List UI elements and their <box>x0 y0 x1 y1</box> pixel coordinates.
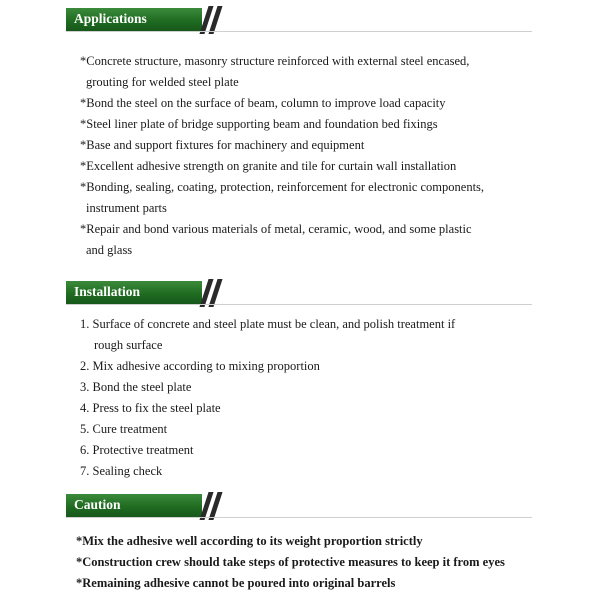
applications-divider <box>66 31 532 32</box>
list-item: *Remaining adhesive cannot be poured into original barrels <box>76 576 396 590</box>
applications-title: Applications <box>74 11 147 26</box>
list-item: *Repair and bond various materials of metal, ceramic, wood, and some plastic <box>80 222 472 236</box>
installation-title: Installation <box>74 284 141 299</box>
list-item: 6. Protective treatment <box>80 443 194 457</box>
installation-divider <box>66 304 532 305</box>
caution-title: Caution <box>74 497 121 512</box>
list-item: 4. Press to fix the steel plate <box>80 401 221 415</box>
applications-header <box>66 8 220 32</box>
list-item: grouting for welded steel plate <box>86 75 239 89</box>
list-item: *Bonding, sealing, coating, protection, reinforcement for electronic components, <box>80 180 485 194</box>
list-item: *Excellent adhesive strength on granite and tile for curtain wall installation <box>80 159 457 173</box>
caution-header <box>66 494 220 518</box>
caution-divider <box>66 517 532 518</box>
list-item: *Concrete structure, masonry structure reinforced with external steel encased, <box>80 54 470 68</box>
list-item: *Steel liner plate of bridge supporting beam and foundation bed fixings <box>80 117 438 131</box>
list-item: 2. Mix adhesive according to mixing proportion <box>80 359 320 373</box>
list-item: and glass <box>86 243 133 257</box>
list-item: *Construction crew should take steps of protective measures to keep it from eyes <box>76 555 505 569</box>
list-item: 7. Sealing check <box>80 464 163 478</box>
list-item: *Base and support fixtures for machinery and equipment <box>80 138 365 152</box>
list-item: instrument parts <box>86 201 167 215</box>
list-item: 5. Cure treatment <box>80 422 168 436</box>
list-item: *Bond the steel on the surface of beam, column to improve load capacity <box>80 96 446 110</box>
installation-header <box>66 281 220 305</box>
list-item: rough surface <box>94 338 163 352</box>
list-item: *Mix the adhesive well according to its weight proportion strictly <box>76 534 423 548</box>
list-item: 1. Surface of concrete and steel plate must be clean, and polish treatment if <box>80 317 456 331</box>
list-item: 3. Bond the steel plate <box>80 380 192 394</box>
